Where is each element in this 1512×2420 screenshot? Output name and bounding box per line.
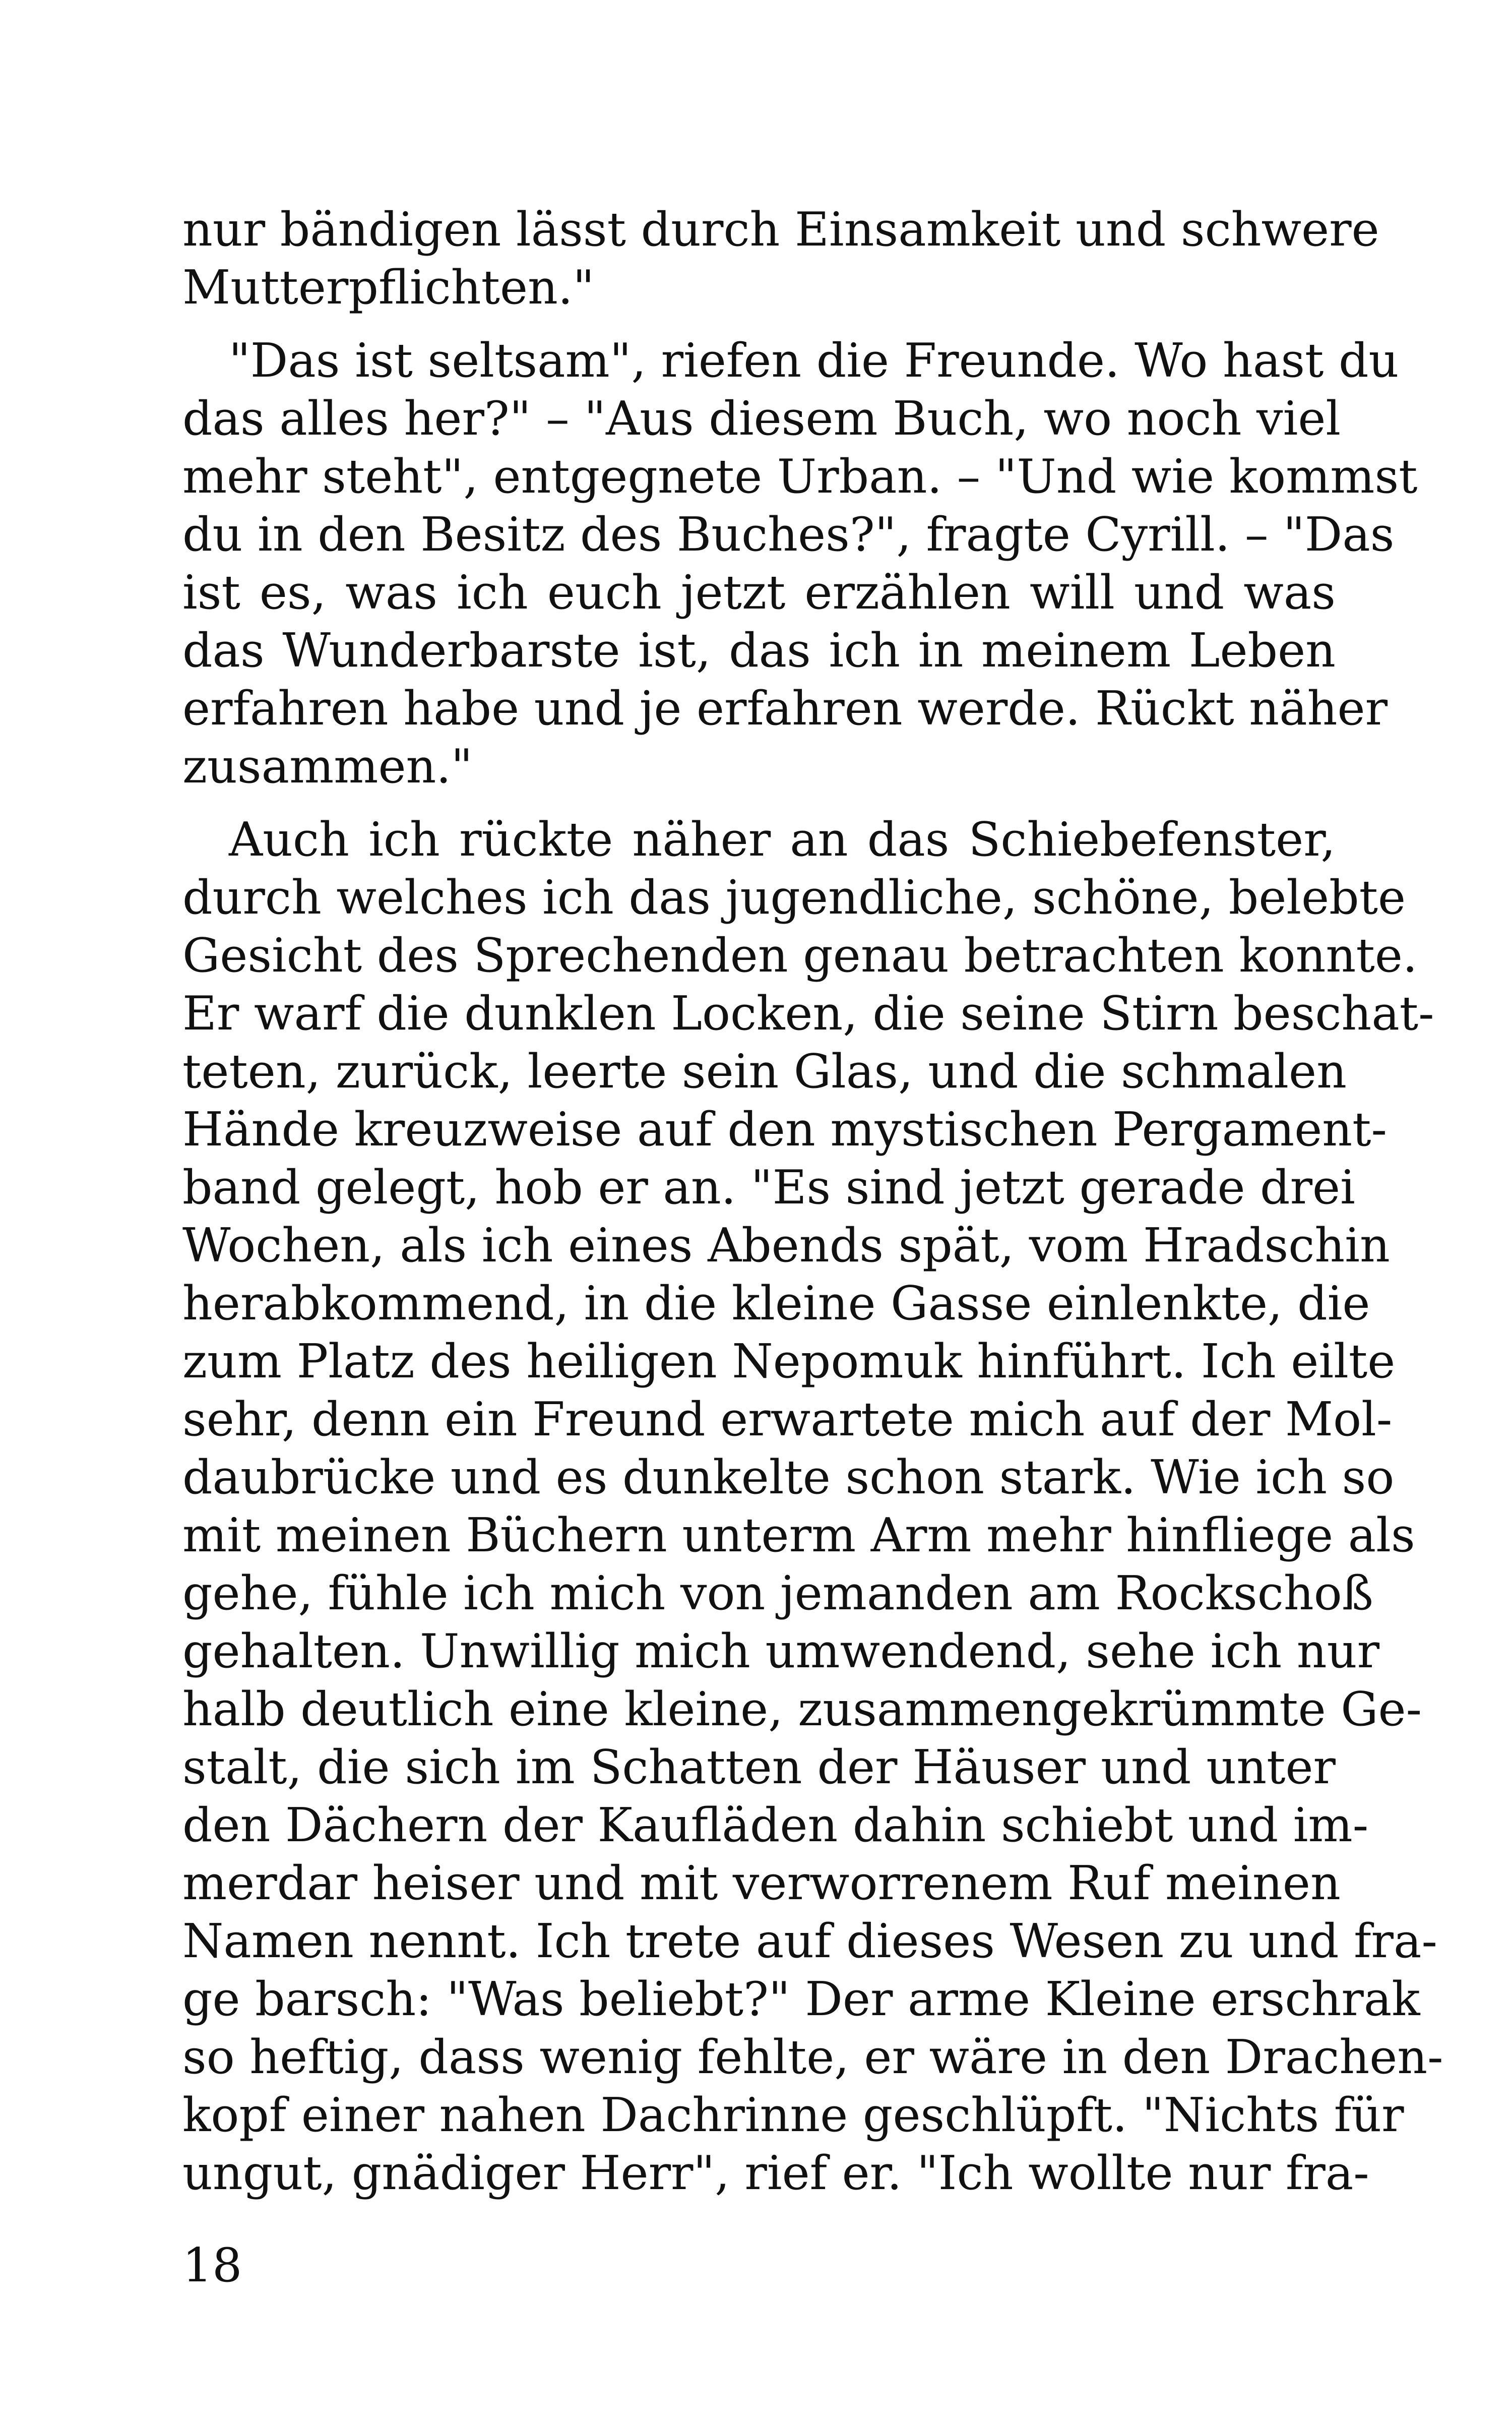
text-line: sehr, denn ein Freund erwartete mich auf der Mol- [182,1392,1393,1446]
text-line: Er warf die dunklen Locken, die seine Stirn beschat- [182,986,1434,1041]
text-line: gehe, fühle ich mich von jemanden am Rockschoß [182,1566,1373,1620]
paragraph [182,332,1418,796]
text-line: Gesicht des Sprechenden genau betrachten konnte. [182,928,1418,983]
text-line: erfahren habe und je erfahren werde. Rückt näher [182,681,1388,736]
text-line: du in den Besitz des Buches?", fragte Cyrill. – "Das [182,507,1395,562]
text-line: zum Platz des heiligen Nepomuk hinführt. Ich eilte [182,1334,1396,1388]
body-text [182,201,1443,2202]
text-line: Hände kreuzweise auf den mystischen Pergament- [182,1102,1387,1157]
paragraph-gap [182,317,1336,332]
text-line: ist es, was ich euch jetzt erzählen will und was [182,565,1336,620]
text-line: Auch ich rückte näher an das Schiebefenster, [229,812,1336,867]
paragraph [182,811,1443,2202]
text-line: ge barsch: "Was beliebt?" Der arme Kleine erschrak [182,1972,1420,2026]
text-line: band gelegt, hob er an. "Es sind jetzt gerade drei [182,1160,1355,1215]
text-line: daubrücke und es dunkelte schon stark. Wie ich so [182,1450,1395,1504]
text-line: merdar heiser und mit verworrenem Ruf meinen [182,1856,1341,1910]
text-line: durch welches ich das jugendliche, schöne, belebte [182,870,1406,925]
text-line: das Wunderbarste ist, das ich in meinem Leben [182,623,1336,678]
text-line: nur bändigen lässt durch Einsamkeit und schwere [182,202,1379,257]
text-line: so heftig, dass wenig fehlte, er wäre in den Drachen- [182,2030,1443,2084]
text-line: ungut, gnädiger Herr", rief er. "Ich wollte nur fra- [182,2146,1369,2200]
page-number: 18 [182,2238,242,2292]
paragraph [182,201,1379,317]
text-line: Wochen, als ich eines Abends spät, vom Hradschin [182,1218,1390,1273]
text-line: stalt, die sich im Schatten der Häuser und unter [182,1740,1336,1794]
text-line: kopf einer nahen Dachrinne geschlüpft. "Nichts für [182,2088,1404,2142]
text-line: Mutterpflichten." [182,260,595,315]
text-line: das alles her?" – "Aus diesem Buch, wo noch viel [182,391,1341,446]
text-line: teten, zurück, leerte sein Glas, und die schmalen [182,1044,1347,1099]
text-line: mit meinen Büchern unterm Arm mehr hinfliege als [182,1508,1415,1562]
text-line: zusammen." [182,739,473,794]
text-line: "Das ist seltsam", riefen die Freunde. Wo hast du [229,333,1399,388]
text-line: Namen nennt. Ich trete auf dieses Wesen zu und fra- [182,1914,1437,1968]
text-line: gehalten. Unwillig mich umwendend, sehe ich nur [182,1624,1380,1678]
text-line: den Dächern der Kaufläden dahin schiebt und im- [182,1798,1369,1852]
text-line: halb deutlich eine kleine, zusammengekrümmte Ge- [182,1682,1422,1736]
paragraph-gap [182,796,1336,811]
text-line: herabkommend, in die kleine Gasse einlenkte, die [182,1276,1370,1330]
text-line: mehr steht", entgegnete Urban. – "Und wie kommst [182,449,1418,504]
